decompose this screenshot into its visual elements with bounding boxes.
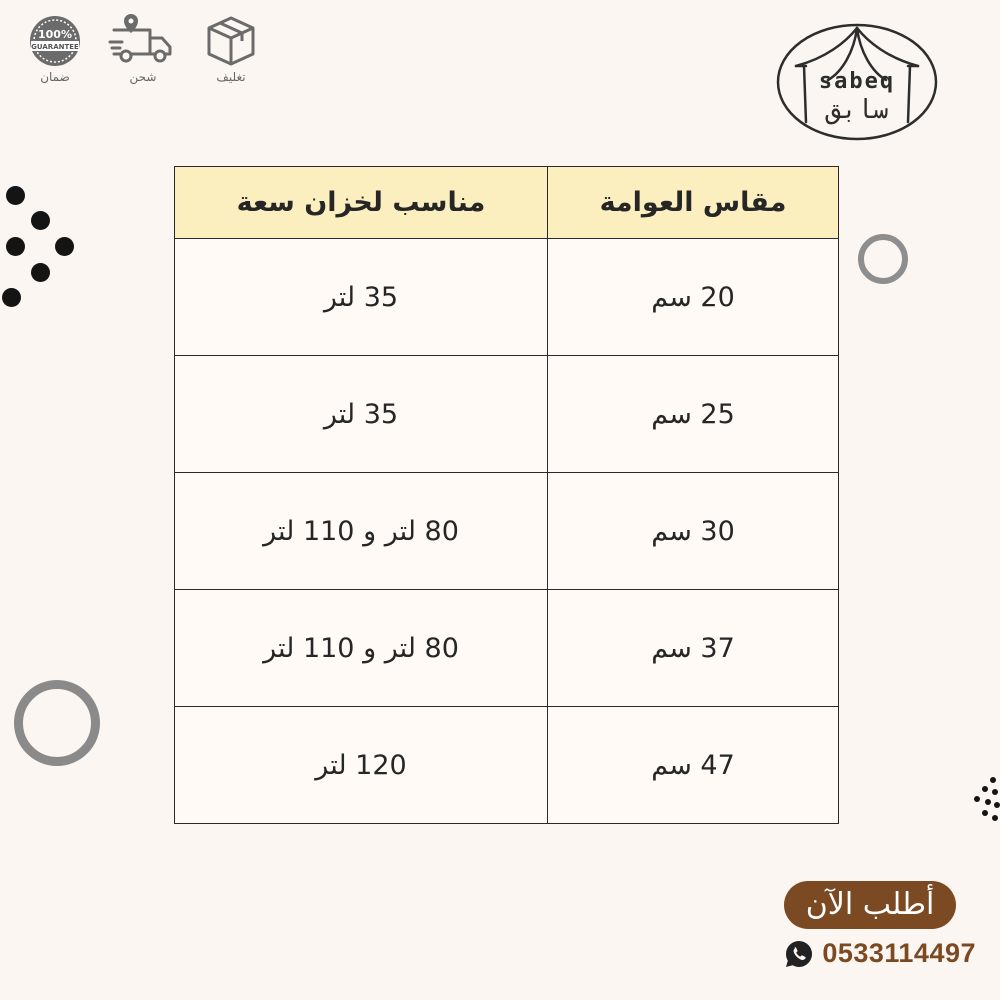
table-row — [175, 590, 839, 707]
deco-dot — [974, 796, 980, 802]
table-row — [175, 239, 839, 356]
cell-capacity: 35 لتر — [175, 356, 548, 473]
spec-table — [174, 166, 839, 824]
cell-size: 20 سم — [548, 239, 839, 356]
contact-phone[interactable] — [784, 938, 976, 969]
deco-dot — [985, 799, 991, 805]
guarantee-badge-icon — [28, 14, 82, 68]
deco-dot — [992, 815, 998, 821]
dot-cluster-right — [968, 775, 1000, 825]
feature-packaging — [196, 14, 266, 84]
header-capacity: مناسب لخزان سعة — [175, 167, 548, 239]
table-row — [175, 707, 839, 824]
deco-dot — [982, 810, 988, 816]
shipping-truck-icon — [108, 14, 178, 68]
deco-dot — [992, 789, 998, 795]
feature-guarantee — [20, 14, 90, 84]
whatsapp-icon — [784, 939, 814, 969]
table-row — [175, 473, 839, 590]
cell-capacity: 80 لتر و 110 لتر — [175, 473, 548, 590]
deco-ring-left — [14, 680, 100, 766]
deco-dot — [6, 186, 25, 205]
phone-number[interactable]: 0533114497 — [822, 938, 976, 968]
deco-dot — [6, 237, 25, 256]
cell-capacity: 80 لتر و 110 لتر — [175, 590, 548, 707]
deco-dot — [990, 777, 996, 783]
table-header-row — [175, 167, 839, 239]
deco-dot — [31, 211, 50, 230]
cell-capacity: 120 لتر — [175, 707, 548, 824]
dot-cluster-left — [0, 180, 80, 310]
cell-size: 37 سم — [548, 590, 839, 707]
order-now-button[interactable]: أطلب الآن — [784, 881, 956, 929]
deco-ring-right — [858, 234, 908, 284]
deco-dot — [55, 237, 74, 256]
feature-badges — [20, 14, 266, 84]
brand-arabic-name: سابق — [825, 95, 889, 125]
deco-dot — [31, 263, 50, 282]
feature-shipping-label: شحن — [129, 70, 157, 84]
feature-guarantee-label: ضمان — [40, 70, 70, 84]
cell-size: 30 سم — [548, 473, 839, 590]
package-box-icon — [203, 14, 259, 68]
deco-dot — [994, 802, 1000, 808]
header-size: مقاس العوامة — [548, 167, 839, 239]
cell-size: 47 سم — [548, 707, 839, 824]
feature-packaging-label: تغليف — [216, 70, 246, 84]
deco-dot — [982, 786, 988, 792]
deco-dot — [2, 288, 21, 307]
badge-bottom-text: GUARANTEE — [31, 43, 79, 51]
badge-top-text: 100% — [38, 28, 72, 41]
table-row — [175, 356, 839, 473]
feature-shipping — [108, 14, 178, 84]
brand-logo — [776, 22, 938, 142]
cell-capacity: 35 لتر — [175, 239, 548, 356]
cell-size: 25 سم — [548, 356, 839, 473]
brand-latin-name: sabeq — [818, 69, 896, 94]
